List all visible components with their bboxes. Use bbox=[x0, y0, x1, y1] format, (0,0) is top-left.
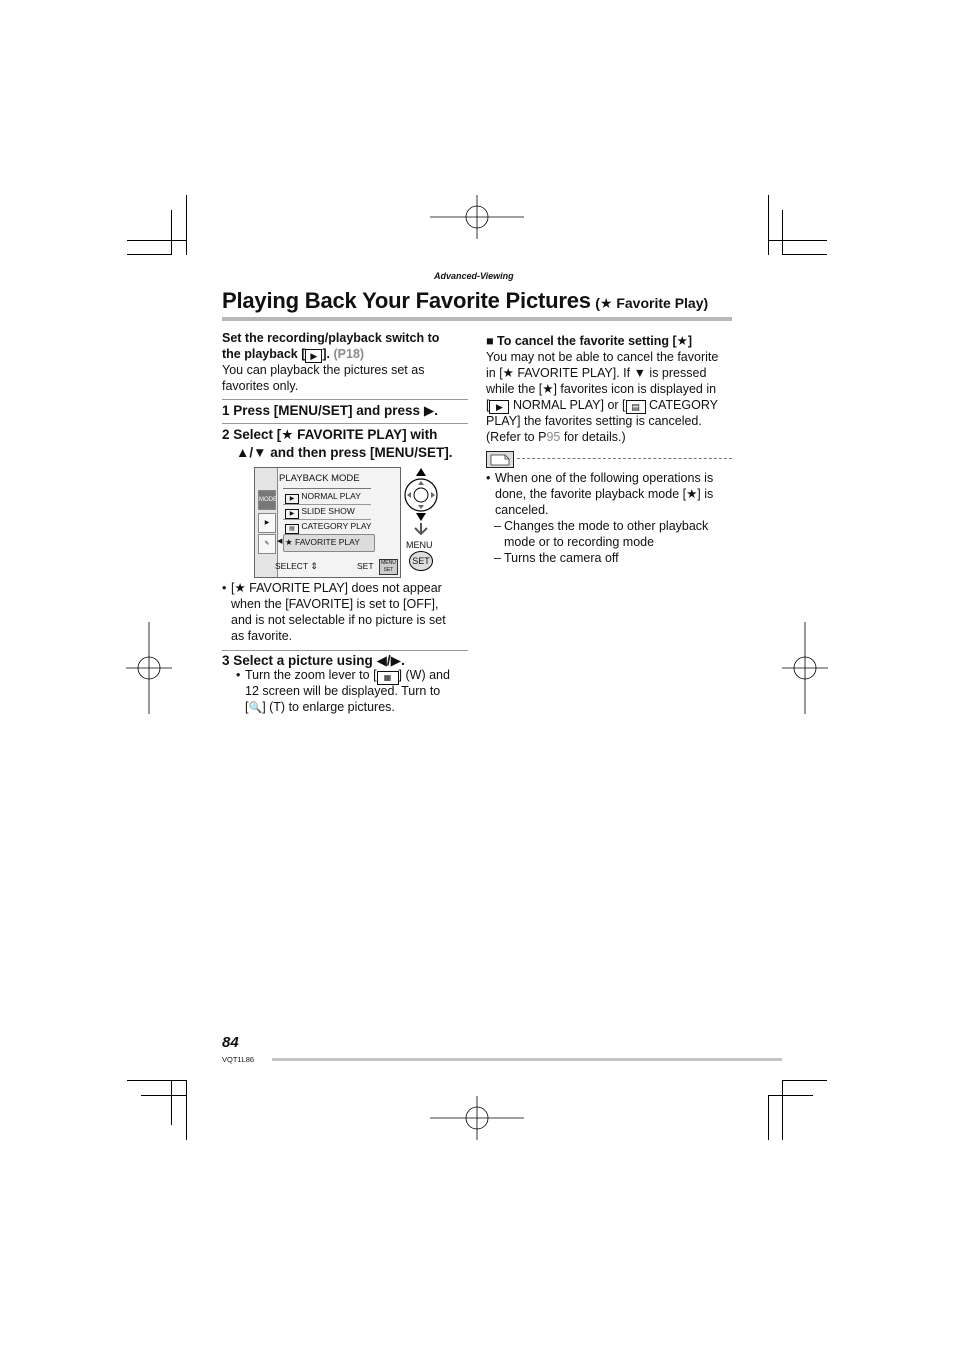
zoom-magnifier-icon: 🔍 bbox=[248, 702, 263, 714]
bullet-marker: • bbox=[486, 471, 491, 485]
bullet-marker: • bbox=[236, 668, 241, 682]
note-line-2: done, the favorite playback mode [★] is bbox=[495, 487, 714, 501]
registration-mark-left bbox=[126, 622, 172, 714]
intro-bold-line-1: Set the recording/playback switch to bbox=[222, 331, 440, 345]
cancel-line-6-c: for details.) bbox=[560, 430, 626, 444]
dash-item-1-line-2: mode or to recording mode bbox=[504, 535, 655, 549]
category-play-icon: ▤ bbox=[626, 400, 646, 414]
page-reference: (P18) bbox=[333, 347, 365, 361]
cancel-line-6-a: (Refer to P bbox=[486, 430, 547, 444]
bullet-1-line-1: [★ FAVORITE PLAY] does not appear bbox=[231, 581, 442, 595]
page-title-suffix: (★ Favorite Play) bbox=[595, 295, 709, 311]
normal-play-icon: ▶ bbox=[285, 494, 299, 504]
wrench-tab-icon: ✎ bbox=[258, 534, 276, 554]
cancel-heading: ■ To cancel the favorite setting [★] bbox=[486, 334, 693, 348]
bullet-1-line-4: as favorite. bbox=[231, 629, 293, 643]
lcd-item-normal-play bbox=[285, 491, 361, 504]
dash-item-1-line-1: Changes the mode to other playback bbox=[504, 519, 709, 533]
lcd-select-hint bbox=[275, 561, 318, 572]
playback-tab-icon: ▶ bbox=[258, 513, 276, 533]
step-3-bullet-line-1-a: Turn the zoom lever to [ bbox=[245, 668, 377, 682]
menu-set-badge bbox=[379, 559, 398, 575]
footer-rule bbox=[272, 1058, 782, 1061]
divider bbox=[222, 399, 468, 400]
note-icon bbox=[486, 451, 514, 468]
lcd-set-label: SET bbox=[357, 561, 374, 571]
multi-playback-icon: ▦ bbox=[377, 671, 399, 685]
step-2-line-2: ▲/▼ and then press [MENU/SET]. bbox=[236, 445, 453, 460]
divider bbox=[222, 423, 468, 424]
intro-bold-line-2-b: ]. bbox=[322, 347, 331, 361]
lcd-item-category-play bbox=[285, 521, 372, 534]
dash-marker: – bbox=[494, 519, 501, 533]
cancel-line-3: while the [★] favorites icon is displayed in bbox=[486, 382, 717, 396]
registration-mark-top bbox=[430, 195, 524, 239]
cancel-line-4-a: NORMAL PLAY] or [ bbox=[512, 398, 626, 412]
page-number: 84 bbox=[222, 1034, 239, 1051]
step-1: 1 Press [MENU/SET] and press ▶. bbox=[222, 403, 438, 418]
menu-set-badge-bottom: SET bbox=[383, 567, 394, 573]
cancel-line-4-b: CATEGORY bbox=[648, 398, 718, 412]
cursor-left-icon: ◀ bbox=[277, 538, 283, 545]
lcd-item-label: FAVORITE PLAY bbox=[295, 537, 360, 547]
dash-item-2: Turns the camera off bbox=[504, 551, 619, 565]
step-3: 3 Select a picture using ◀/▶. bbox=[222, 653, 405, 668]
registration-mark-bottom bbox=[430, 1096, 524, 1140]
lcd-divider bbox=[283, 488, 371, 489]
page-reference: 95 bbox=[546, 430, 561, 444]
lcd-divider bbox=[283, 504, 371, 505]
cursor-pad-icon bbox=[402, 466, 442, 536]
star-icon: ★ bbox=[285, 537, 293, 547]
category-play-icon: ▤ bbox=[285, 524, 299, 534]
section-label: Advanced-Viewing bbox=[434, 271, 514, 281]
lcd-select-label: SELECT bbox=[275, 561, 308, 571]
menu-label: MENU bbox=[406, 540, 433, 550]
updown-arrows-icon: ⇕ bbox=[310, 561, 318, 571]
bullet-1-line-2: when the [FAVORITE] is set to [OFF], bbox=[231, 597, 439, 611]
slide-show-icon: ▶ bbox=[285, 509, 299, 519]
normal-play-icon: ▶ bbox=[489, 400, 509, 414]
set-button-icon: SET bbox=[409, 551, 433, 571]
lcd-divider bbox=[283, 519, 371, 520]
divider bbox=[222, 650, 468, 651]
lcd-title: PLAYBACK MODE bbox=[279, 473, 360, 484]
note-line-3: canceled. bbox=[495, 503, 549, 517]
bracket-open: [ bbox=[245, 700, 249, 714]
step-3-bullet-line-2: 12 screen will be displayed. Turn to bbox=[245, 684, 441, 698]
cancel-line-6 bbox=[486, 429, 626, 445]
lcd-item-label: SLIDE SHOW bbox=[301, 506, 355, 516]
intro-bold-line-2-a: the playback [ bbox=[222, 347, 306, 361]
step-3-bullet-line-1-b: ] (W) and bbox=[398, 668, 450, 682]
cancel-line-4 bbox=[486, 397, 718, 414]
page-title-text: Playing Back Your Favorite Pictures bbox=[222, 288, 591, 313]
cancel-line-2: in [★ FAVORITE PLAY]. If ▼ is pressed bbox=[486, 366, 707, 380]
step-2-line-1: 2 Select [★ FAVORITE PLAY] with bbox=[222, 427, 438, 442]
lcd-item-slide-show bbox=[285, 506, 355, 519]
playback-icon: ▶ bbox=[305, 349, 322, 363]
playback-mode-screen bbox=[254, 467, 401, 578]
lcd-item-favorite-play bbox=[285, 537, 360, 548]
product-code: VQT1L86 bbox=[222, 1055, 255, 1064]
menu-set-badge-top: MENU bbox=[381, 560, 396, 566]
dash-marker: – bbox=[494, 551, 501, 565]
intro-bold-line-2 bbox=[222, 346, 364, 363]
intro-text-line-2: favorites only. bbox=[222, 379, 299, 393]
note-line-1: When one of the following operations is bbox=[495, 471, 714, 485]
bracket-open: [ bbox=[486, 398, 490, 412]
bullet-marker: • bbox=[222, 581, 227, 595]
registration-mark-right bbox=[782, 622, 828, 714]
intro-text-line-1: You can playback the pictures set as bbox=[222, 363, 425, 377]
note-dashed-line bbox=[517, 458, 732, 459]
step-3-bullet-line-3-b: ] (T) to enlarge pictures. bbox=[262, 700, 395, 714]
cancel-line-5: PLAY] the favorites setting is canceled. bbox=[486, 414, 702, 428]
cancel-line-1: You may not be able to cancel the favorite bbox=[486, 350, 719, 364]
title-underline bbox=[222, 317, 732, 321]
mode-tab: MODE bbox=[258, 490, 276, 510]
lcd-item-label: NORMAL PLAY bbox=[301, 491, 361, 501]
bullet-1-line-3: and is not selectable if no picture is set bbox=[231, 613, 446, 627]
page-title bbox=[222, 288, 708, 314]
step-3-bullet-line-3 bbox=[245, 699, 395, 716]
lcd-item-label: CATEGORY PLAY bbox=[301, 521, 372, 531]
